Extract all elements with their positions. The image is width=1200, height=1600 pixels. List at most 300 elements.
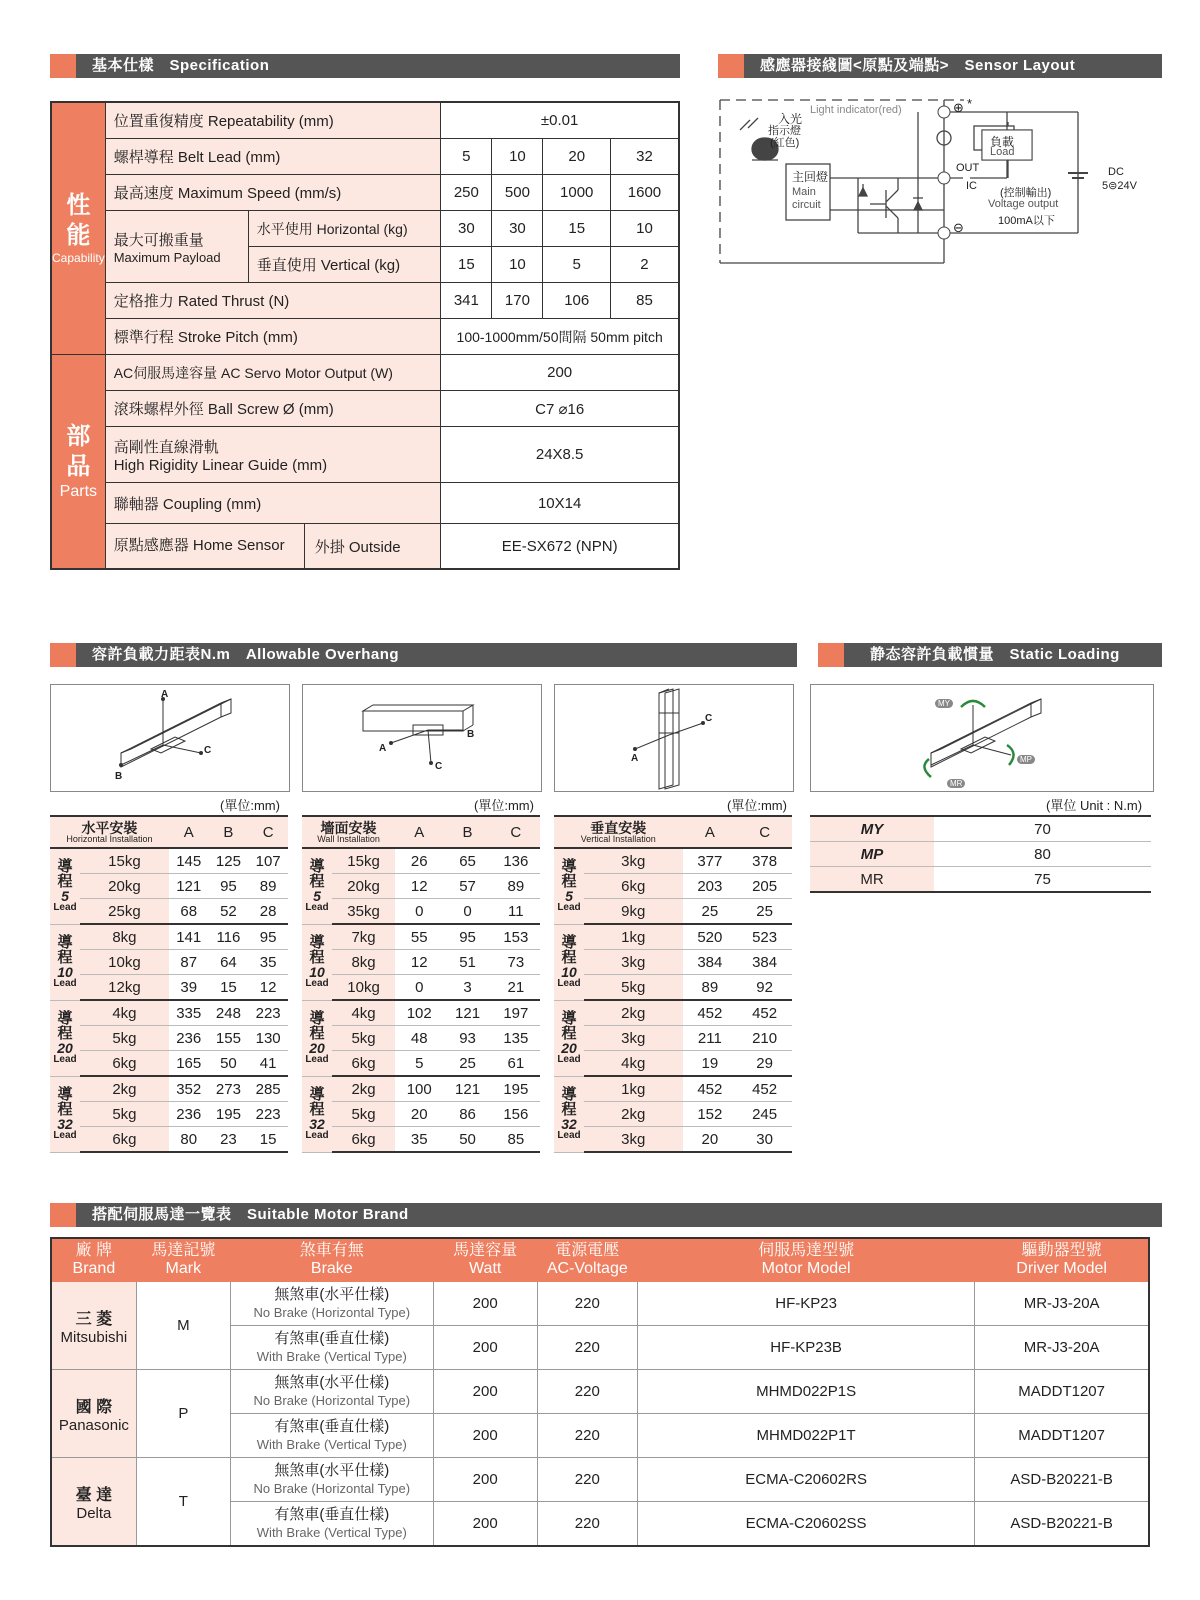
lead-en: Lead <box>305 1130 329 1141</box>
motor-column-header <box>637 1238 974 1282</box>
table-row <box>554 1000 792 1026</box>
horizontal-install-svg <box>51 685 289 791</box>
lead-cell <box>50 1000 80 1076</box>
load-cell: 6kg <box>332 1127 395 1153</box>
value-cell: 48 <box>395 1026 443 1051</box>
value-cell: 93 <box>443 1026 491 1051</box>
lead-cell: 32 <box>610 139 679 175</box>
brand-zh: 臺 達 <box>75 1486 113 1504</box>
unit-label: (單位:mm) <box>220 798 280 813</box>
label-c: C <box>204 745 212 756</box>
value-cell: 95 <box>443 924 491 950</box>
vertical-install-svg <box>555 685 793 791</box>
table-row <box>302 1026 540 1051</box>
brake-en: No Brake (Horizontal Type) <box>253 1304 411 1320</box>
value-cell: 210 <box>737 1026 792 1051</box>
brake-en: No Brake (Horizontal Type) <box>253 1392 411 1408</box>
value-cell: 23 <box>209 1127 249 1153</box>
current-label: 100mA以下 <box>998 215 1055 227</box>
table-row <box>554 1127 792 1153</box>
lead-word: 導程 <box>561 1086 577 1118</box>
header-en: Brand <box>72 1260 116 1277</box>
vertical-install-diagram <box>554 684 794 792</box>
load-cell: 20kg <box>80 874 169 899</box>
table-header-row <box>50 816 288 848</box>
motor-model-cell: ECMA-C20602SS <box>637 1502 974 1547</box>
value-cell: 378 <box>737 848 792 874</box>
repeatability-value: ±0.01 <box>441 102 679 139</box>
table-row <box>302 924 540 950</box>
lead-cell <box>50 848 80 924</box>
brake-cell <box>230 1282 433 1326</box>
load-en: Load <box>990 146 1015 158</box>
table-row <box>51 1458 1149 1502</box>
sensor-header: 感應器接綫圖<原點及端點> Sensor Layout <box>718 54 1162 78</box>
table-row <box>554 848 792 874</box>
dc-voltage-label: 5⊜24V <box>1102 180 1137 192</box>
vertical-label: 垂直使用 Vertical (kg) <box>248 247 441 283</box>
load-cell: 35kg <box>332 899 395 925</box>
red-label: (紅色) <box>770 137 800 149</box>
value-cell: 236 <box>169 1102 209 1127</box>
mark-cell: P <box>136 1370 230 1458</box>
lead-word: 導程 <box>57 858 73 891</box>
header-zh: 馬達容量 <box>453 1241 518 1259</box>
lead-number: 20 <box>309 1040 325 1056</box>
table-row <box>50 1000 288 1026</box>
load-cell: 2kg <box>80 1076 169 1102</box>
table-row <box>554 899 792 925</box>
coupling-value: 10X14 <box>441 483 679 524</box>
guide-label: 高剛性直線滑軌 High Rigidity Linear Guide (mm) <box>105 427 441 483</box>
static-value: 70 <box>934 816 1151 842</box>
brake-en: With Brake (Vertical Type) <box>256 1436 407 1452</box>
load-cell: 6kg <box>80 1127 169 1153</box>
table-row <box>302 1000 540 1026</box>
table-row <box>554 1102 792 1127</box>
label-c: C <box>435 761 443 772</box>
driver-model-cell: MR-J3-20A <box>975 1282 1149 1326</box>
brake-zh: 有煞車(垂直仕樣) <box>274 1329 390 1347</box>
install-title <box>554 816 683 848</box>
ball-screw-value: C7 ⌀16 <box>441 391 679 427</box>
max-speed-label: 最高速度 Maximum Speed (mm/s) <box>105 175 441 211</box>
load-cell: 15kg <box>332 848 395 874</box>
brake-cell <box>230 1370 433 1414</box>
value-cell: 51 <box>443 950 491 975</box>
value-cell: 12 <box>248 975 288 1001</box>
category-parts: 部品 Parts <box>51 355 105 570</box>
voltage-cell: 220 <box>537 1414 637 1458</box>
watt-cell: 200 <box>433 1282 537 1326</box>
brake-en: With Brake (Vertical Type) <box>256 1348 407 1364</box>
header-zh: 廠 牌 <box>75 1241 113 1259</box>
table-row <box>554 924 792 950</box>
lead-word: 導程 <box>309 858 325 891</box>
label-b: B <box>115 771 123 782</box>
value-cell: 223 <box>248 1000 288 1026</box>
brand-cell <box>51 1282 136 1370</box>
lead-cell <box>50 1076 80 1152</box>
load-cell: 12kg <box>80 975 169 1001</box>
value-cell: 95 <box>248 924 288 950</box>
coupling-label: 聯軸器 Coupling (mm) <box>105 483 441 524</box>
table-row <box>302 975 540 1001</box>
spec-header: 基本仕樣 Specification <box>50 54 680 78</box>
value-cell: 153 <box>492 924 540 950</box>
value-cell: 107 <box>248 848 288 874</box>
unit-label: (單位:mm) <box>474 798 534 813</box>
table-row <box>554 1076 792 1102</box>
value-cell: 25 <box>443 1051 491 1077</box>
lead-cell <box>302 1076 332 1152</box>
value-cell: 121 <box>443 1076 491 1102</box>
value-cell: 19 <box>683 1051 738 1077</box>
watt-cell: 200 <box>433 1370 537 1414</box>
lead-word: 導程 <box>561 1010 577 1042</box>
minus-terminal: ⊖ <box>953 220 964 235</box>
lead-number: 32 <box>309 1116 325 1132</box>
load-cell: 5kg <box>332 1102 395 1127</box>
lead-en: Lead <box>53 1130 77 1141</box>
lead-cell <box>554 924 584 1000</box>
table-row <box>50 1026 288 1051</box>
lead-word: 導程 <box>309 1010 325 1042</box>
payload-cell: 5 <box>543 247 610 283</box>
value-cell: 135 <box>492 1026 540 1051</box>
wall-install-svg <box>303 685 541 791</box>
brake-cell <box>230 1414 433 1458</box>
value-cell: 452 <box>737 1000 792 1026</box>
repeatability-label: 位置重復精度 Repeatability (mm) <box>105 102 441 139</box>
load-cell: 9kg <box>584 899 683 925</box>
value-cell: 384 <box>683 950 738 975</box>
table-header-row <box>554 816 792 848</box>
vertical-overhang-table <box>554 815 792 1153</box>
main-circuit-en: circuit <box>792 199 821 211</box>
lead-cell: 10 <box>492 139 543 175</box>
lead-number: 10 <box>561 964 577 980</box>
table-row <box>302 899 540 925</box>
value-cell: 86 <box>443 1102 491 1127</box>
brake-zh: 有煞車(垂直仕樣) <box>274 1505 390 1523</box>
payload-cell: 15 <box>543 211 610 247</box>
table-row <box>554 1026 792 1051</box>
value-cell: 21 <box>492 975 540 1001</box>
load-cell: 2kg <box>332 1076 395 1102</box>
value-cell: 384 <box>737 950 792 975</box>
payload-cell: 30 <box>441 211 492 247</box>
lead-cell: 5 <box>441 139 492 175</box>
motor-column-header <box>136 1238 230 1282</box>
load-cell: 5kg <box>80 1102 169 1127</box>
mark-cell: T <box>136 1458 230 1547</box>
table-row <box>50 899 288 925</box>
value-cell: 0 <box>443 899 491 925</box>
speed-cell: 1600 <box>610 175 679 211</box>
overhang-header: 容許負載力距表N.m Allowable Overhang <box>50 643 797 667</box>
wall-overhang-table <box>302 815 540 1153</box>
static-loading-diagram <box>810 684 1154 792</box>
column-header: A <box>683 816 738 848</box>
thrust-label: 定格推力 Rated Thrust (N) <box>105 283 441 319</box>
value-cell: 205 <box>737 874 792 899</box>
value-cell: 156 <box>492 1102 540 1127</box>
brake-zh: 無煞車(水平仕樣) <box>274 1373 390 1391</box>
value-cell: 41 <box>248 1051 288 1077</box>
brand-cell <box>51 1370 136 1458</box>
value-cell: 0 <box>395 975 443 1001</box>
load-cell: 3kg <box>584 848 683 874</box>
lead-number: 10 <box>309 964 325 980</box>
lead-cell <box>554 1000 584 1076</box>
lead-number: 20 <box>57 1040 73 1056</box>
static-value: 75 <box>934 867 1151 893</box>
value-cell: 195 <box>492 1076 540 1102</box>
brand-cell <box>51 1458 136 1547</box>
horizontal-overhang-table <box>50 815 288 1153</box>
payload-cell: 10 <box>492 247 543 283</box>
value-cell: 15 <box>248 1127 288 1153</box>
value-cell: 39 <box>169 975 209 1001</box>
install-title-zh: 水平安裝 <box>81 819 138 836</box>
static-key: MP <box>810 842 934 867</box>
value-cell: 92 <box>737 975 792 1001</box>
column-header: A <box>169 816 209 848</box>
ic-label: IC <box>966 180 977 192</box>
lead-word: 導程 <box>561 934 577 966</box>
install-title <box>50 816 169 848</box>
lead-en: Lead <box>53 902 77 914</box>
value-cell: 20 <box>395 1102 443 1127</box>
thrust-cell: 341 <box>441 283 492 319</box>
lead-en: Lead <box>305 978 329 989</box>
brake-en: With Brake (Vertical Type) <box>256 1524 407 1540</box>
driver-model-cell: MR-J3-20A <box>975 1326 1149 1370</box>
table-row <box>302 1051 540 1077</box>
table-row <box>50 848 288 874</box>
label-c: C <box>705 713 713 724</box>
value-cell: 523 <box>737 924 792 950</box>
lead-en: Lead <box>305 902 329 914</box>
header-en: Driver Model <box>1016 1260 1107 1277</box>
table-row <box>302 1076 540 1102</box>
table-row <box>302 848 540 874</box>
light-indicator-label: Light indicator(red) <box>810 104 902 116</box>
label-a: A <box>379 743 387 754</box>
value-cell: 61 <box>492 1051 540 1077</box>
value-cell: 377 <box>683 848 738 874</box>
header-en: AC-Voltage <box>546 1260 628 1277</box>
table-row <box>50 924 288 950</box>
table-row <box>554 975 792 1001</box>
table-row <box>554 874 792 899</box>
out-label: OUT <box>956 162 980 174</box>
static-value: 80 <box>934 842 1151 867</box>
lead-word: 導程 <box>561 858 577 891</box>
static-header: 静态容許負載慣量 Static Loading <box>818 643 1162 667</box>
star-mark: * <box>967 96 973 111</box>
value-cell: 121 <box>443 1000 491 1026</box>
header-zh: 伺服馬達型號 <box>758 1241 855 1259</box>
value-cell: 197 <box>492 1000 540 1026</box>
static-key: MY <box>810 816 934 842</box>
value-cell: 73 <box>492 950 540 975</box>
value-cell: 236 <box>169 1026 209 1051</box>
brake-cell <box>230 1502 433 1547</box>
brand-en: Delta <box>76 1504 112 1522</box>
load-cell: 6kg <box>80 1051 169 1077</box>
column-header: C <box>737 816 792 848</box>
lead-word: 導程 <box>57 934 73 966</box>
value-cell: 15 <box>209 975 249 1001</box>
value-cell: 223 <box>248 1102 288 1127</box>
lead-en: Lead <box>557 1054 581 1065</box>
brake-zh: 無煞車(水平仕樣) <box>274 1461 390 1479</box>
table-row <box>302 874 540 899</box>
driver-model-cell: ASD-B20221-B <box>975 1458 1149 1502</box>
lead-word: 導程 <box>309 1086 325 1118</box>
value-cell: 57 <box>443 874 491 899</box>
load-cell: 8kg <box>80 924 169 950</box>
motor-header-row <box>51 1238 1149 1282</box>
header-zh: 煞車有無 <box>299 1241 364 1259</box>
value-cell: 35 <box>395 1127 443 1153</box>
lead-en: Lead <box>557 902 581 914</box>
value-cell: 195 <box>209 1102 249 1127</box>
header-en: Brake <box>310 1260 353 1277</box>
brake-zh: 有煞車(垂直仕樣) <box>274 1417 390 1435</box>
value-cell: 452 <box>683 1076 738 1102</box>
brake-en: No Brake (Horizontal Type) <box>253 1480 411 1496</box>
value-cell: 141 <box>169 924 209 950</box>
value-cell: 352 <box>169 1076 209 1102</box>
load-cell: 3kg <box>584 1026 683 1051</box>
load-cell: 25kg <box>80 899 169 925</box>
motor-column-header <box>230 1238 433 1282</box>
sensor-diagram <box>718 98 1160 265</box>
table-row <box>50 874 288 899</box>
motor-model-cell: MHMD022P1T <box>637 1414 974 1458</box>
value-cell: 12 <box>395 950 443 975</box>
horizontal-label: 水平使用 Horizontal (kg) <box>248 211 441 247</box>
static-unit-label: (單位 Unit : N.m) <box>1046 798 1143 813</box>
motor-model-cell: HF-KP23B <box>637 1326 974 1370</box>
value-cell: 248 <box>209 1000 249 1026</box>
load-cell: 1kg <box>584 924 683 950</box>
value-cell: 87 <box>169 950 209 975</box>
motor-column-header <box>433 1238 537 1282</box>
value-cell: 89 <box>492 874 540 899</box>
load-cell: 10kg <box>80 950 169 975</box>
value-cell: 152 <box>683 1102 738 1127</box>
lead-cell <box>302 924 332 1000</box>
category-performance: 性能 Capability <box>51 102 105 355</box>
thrust-cell: 106 <box>543 283 610 319</box>
motor-model-cell: MHMD022P1S <box>637 1370 974 1414</box>
lead-en: Lead <box>557 1130 581 1141</box>
lead-number: 5 <box>565 888 573 905</box>
table-row <box>554 950 792 975</box>
label-a: A <box>161 689 169 700</box>
brand-zh: 三 菱 <box>75 1310 113 1328</box>
lead-number: 5 <box>313 888 321 905</box>
brake-zh: 無煞車(水平仕樣) <box>274 1285 390 1303</box>
motor-column-header <box>537 1238 637 1282</box>
load-cell: 6kg <box>584 874 683 899</box>
thrust-cell: 85 <box>610 283 679 319</box>
driver-model-cell: MADDT1207 <box>975 1414 1149 1458</box>
brand-en: Mitsubishi <box>60 1328 128 1346</box>
control-output-label: (控制輸出) <box>1000 187 1052 199</box>
value-cell: 68 <box>169 899 209 925</box>
incoming-light-label: 入光 <box>778 112 803 126</box>
value-cell: 25 <box>737 899 792 925</box>
install-title-zh: 墻面安裝 <box>320 819 377 836</box>
stroke-label: 標準行程 Stroke Pitch (mm) <box>105 319 441 355</box>
value-cell: 125 <box>209 848 249 874</box>
load-cell: 5kg <box>80 1026 169 1051</box>
value-cell: 20 <box>683 1127 738 1153</box>
speed-cell: 1000 <box>543 175 610 211</box>
value-cell: 335 <box>169 1000 209 1026</box>
wall-install-diagram <box>302 684 542 792</box>
header-en: Mark <box>165 1260 202 1277</box>
payload-cell: 10 <box>610 211 679 247</box>
lead-number: 10 <box>57 964 73 980</box>
table-row <box>51 1282 1149 1326</box>
table-row <box>302 1127 540 1153</box>
install-title <box>302 816 395 848</box>
load-cell: 5kg <box>584 975 683 1001</box>
load-cell: 1kg <box>584 1076 683 1102</box>
header-en: Motor Model <box>761 1260 851 1277</box>
value-cell: 64 <box>209 950 249 975</box>
motor-column-header <box>975 1238 1149 1282</box>
load-cell: 7kg <box>332 924 395 950</box>
my-badge: MY <box>935 699 953 708</box>
table-row <box>50 1051 288 1077</box>
voltage-cell: 220 <box>537 1370 637 1414</box>
motor-output-value: 200 <box>441 355 679 391</box>
value-cell: 25 <box>683 899 738 925</box>
value-cell: 80 <box>169 1127 209 1153</box>
plus-terminal: ⊕ <box>953 100 964 115</box>
load-cell: 3kg <box>584 950 683 975</box>
motor-header: 搭配伺服馬達一覽表 Suitable Motor Brand <box>50 1203 1162 1227</box>
load-cell: 4kg <box>80 1000 169 1026</box>
lead-cell <box>302 848 332 924</box>
value-cell: 102 <box>395 1000 443 1026</box>
lead-en: Lead <box>305 1054 329 1065</box>
lead-en: Lead <box>557 978 581 989</box>
value-cell: 520 <box>683 924 738 950</box>
lead-word: 導程 <box>309 934 325 966</box>
value-cell: 452 <box>683 1000 738 1026</box>
brand-zh: 國 際 <box>75 1398 113 1416</box>
lead-number: 5 <box>61 888 69 905</box>
column-header: C <box>248 816 288 848</box>
spec-table <box>50 101 680 570</box>
lead-cell: 20 <box>543 139 610 175</box>
stroke-value: 100-1000mm/50間隔 50mm pitch <box>441 319 679 355</box>
lead-word: 導程 <box>57 1086 73 1118</box>
driver-model-cell: ASD-B20221-B <box>975 1502 1149 1547</box>
table-row <box>302 1102 540 1127</box>
mp-badge: MP <box>1017 755 1035 764</box>
voltage-cell: 220 <box>537 1282 637 1326</box>
value-cell: 28 <box>248 899 288 925</box>
